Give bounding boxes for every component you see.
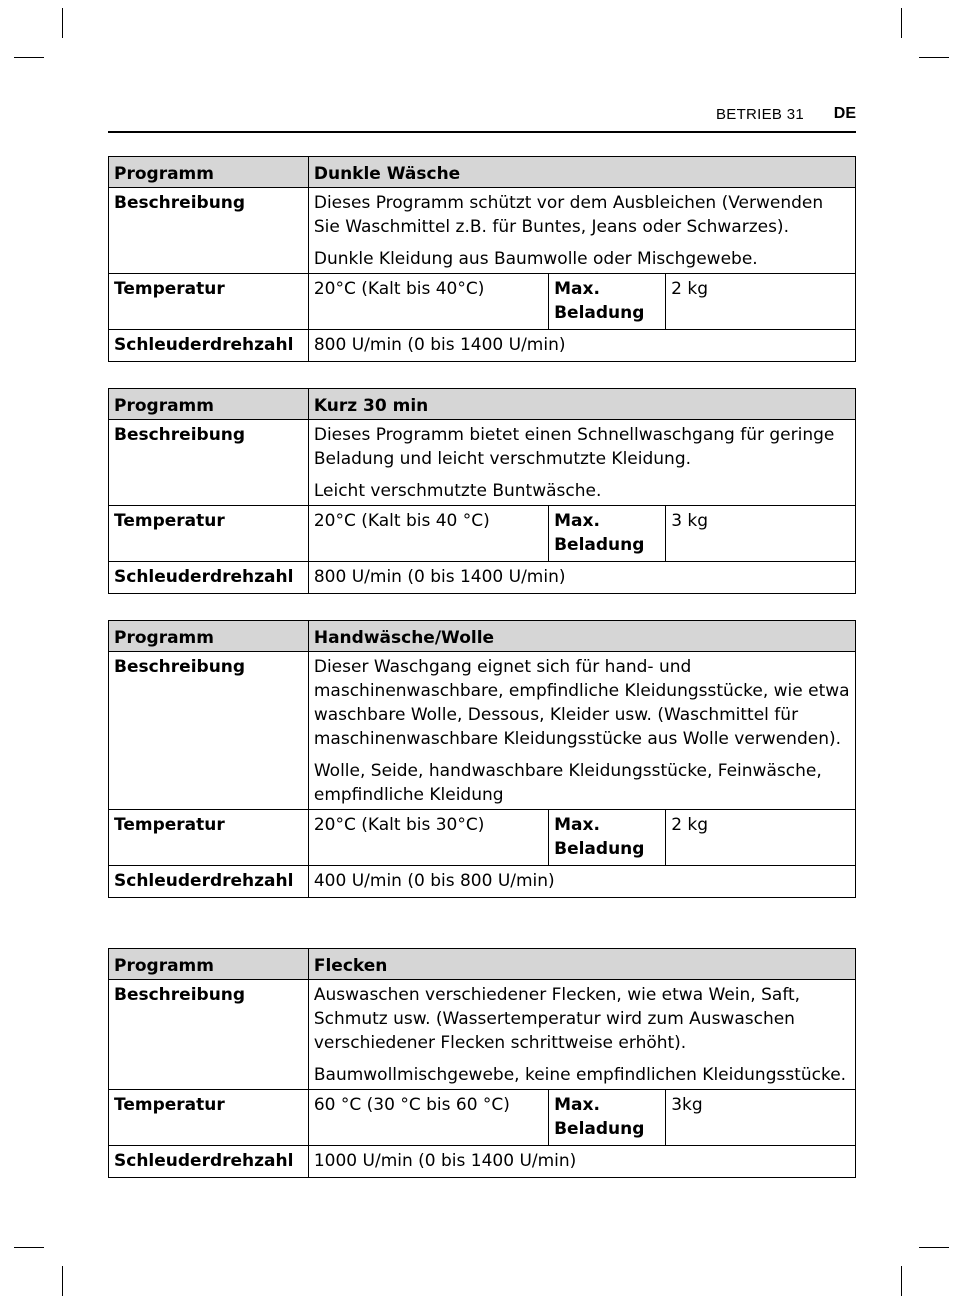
- spin-row: [109, 330, 856, 362]
- page-section-number: BETRIEB 31: [715, 106, 804, 123]
- description-label: Beschreibung: [109, 652, 309, 810]
- program-name: Handwäsche/Wolle: [308, 621, 855, 652]
- spin-value: 1000 U/min (0 bis 1400 U/min): [308, 1146, 855, 1178]
- description-cell: [308, 980, 855, 1090]
- fabric-text: Wolle, Seide, handwaschbare Kleidungsstücke, Feinwäsche, empfindliche Kleidung: [313, 761, 822, 805]
- program-label: Programm: [109, 389, 309, 420]
- program-row: [109, 389, 856, 420]
- fabric-text: Dunkle Kleidung aus Baumwolle oder Mischgewebe.: [313, 249, 758, 269]
- temperature-value: 20°C (Kalt bis 40°C): [308, 274, 548, 330]
- page-header: [108, 104, 856, 128]
- description-cell: [308, 652, 855, 810]
- crop-mark: [901, 8, 902, 38]
- description-label: Beschreibung: [109, 420, 309, 506]
- description-label: Beschreibung: [109, 188, 309, 274]
- description-row: [109, 420, 856, 506]
- description-text: Dieses Programm bietet einen Schnellwaschgang für geringe Beladung und leicht verschmutzte Kleidung.: [313, 425, 835, 469]
- temperature-label: Temperatur: [109, 810, 309, 866]
- spin-value: 800 U/min (0 bis 1400 U/min): [308, 562, 855, 594]
- description-row: [109, 980, 856, 1090]
- spin-label: Schleuderdrehzahl: [109, 1146, 309, 1178]
- program-table: [108, 156, 856, 362]
- description-text: Dieser Waschgang eignet sich für hand- und maschinenwaschbare, empfindliche Kleidungsstücke, wie etwa waschbare Wolle, Dessous, Kleider usw. (Waschmittel für maschinenwaschbare Kleidungsstücke aus Wolle verwenden).: [313, 657, 850, 749]
- max-load-value: 2 kg: [666, 274, 856, 330]
- temperature-label: Temperatur: [109, 506, 309, 562]
- program-row: [109, 621, 856, 652]
- max-load-label: Max. Beladung: [549, 506, 666, 562]
- max-load-value: 3 kg: [666, 506, 856, 562]
- temperature-value: 60 °C (30 °C bis 60 °C): [308, 1090, 548, 1146]
- temperature-row: [109, 1090, 856, 1146]
- crop-mark: [14, 57, 44, 58]
- crop-mark: [14, 1247, 44, 1248]
- max-load-value: 3kg: [666, 1090, 856, 1146]
- temperature-value: 20°C (Kalt bis 40 °C): [308, 506, 548, 562]
- max-load-value: 2 kg: [666, 810, 856, 866]
- spin-value: 800 U/min (0 bis 1400 U/min): [308, 330, 855, 362]
- temperature-row: [109, 810, 856, 866]
- crop-mark: [62, 8, 63, 38]
- max-load-label: Max. Beladung: [549, 810, 666, 866]
- spin-label: Schleuderdrehzahl: [109, 330, 309, 362]
- description-row: [109, 652, 856, 810]
- crop-mark: [62, 1266, 63, 1296]
- max-load-label: Max. Beladung: [549, 1090, 666, 1146]
- program-label: Programm: [109, 949, 309, 980]
- temperature-row: [109, 506, 856, 562]
- program-table: [108, 388, 856, 594]
- spin-row: [109, 866, 856, 898]
- temperature-row: [109, 274, 856, 330]
- spin-label: Schleuderdrehzahl: [109, 866, 309, 898]
- crop-mark: [919, 57, 949, 58]
- description-label: Beschreibung: [109, 980, 309, 1090]
- temperature-label: Temperatur: [109, 274, 309, 330]
- program-row: [109, 949, 856, 980]
- temperature-label: Temperatur: [109, 1090, 309, 1146]
- program-table: [108, 948, 856, 1178]
- header-rule: [108, 131, 856, 133]
- program-name: Dunkle Wäsche: [308, 157, 855, 188]
- spin-row: [109, 1146, 856, 1178]
- temperature-value: 20°C (Kalt bis 30°C): [308, 810, 548, 866]
- program-name: Flecken: [308, 949, 855, 980]
- description-row: [109, 188, 856, 274]
- spin-row: [109, 562, 856, 594]
- spin-label: Schleuderdrehzahl: [109, 562, 309, 594]
- description-cell: [308, 188, 855, 274]
- program-row: [109, 157, 856, 188]
- description-text: Dieses Programm schützt vor dem Ausbleichen (Verwenden Sie Waschmittel z.B. für Buntes, Jeans oder Schwarzes).: [313, 193, 824, 237]
- max-load-label: Max. Beladung: [549, 274, 666, 330]
- spin-value: 400 U/min (0 bis 800 U/min): [308, 866, 855, 898]
- fabric-text: Leicht verschmutzte Buntwäsche.: [313, 481, 602, 501]
- crop-mark: [919, 1247, 949, 1248]
- crop-mark: [901, 1266, 902, 1296]
- program-table: [108, 620, 856, 898]
- language-code: DE: [833, 105, 856, 122]
- program-label: Programm: [109, 621, 309, 652]
- program-name: Kurz 30 min: [308, 389, 855, 420]
- description-text: Auswaschen verschiedener Flecken, wie etwa Wein, Saft, Schmutz usw. (Wassertemperatur wird zum Auswaschen verschiedener Flecken schrittweise erhöht).: [313, 985, 801, 1053]
- fabric-text: Baumwollmischgewebe, keine empfindlichen Kleidungsstücke.: [313, 1065, 847, 1085]
- program-label: Programm: [109, 157, 309, 188]
- description-cell: [308, 420, 855, 506]
